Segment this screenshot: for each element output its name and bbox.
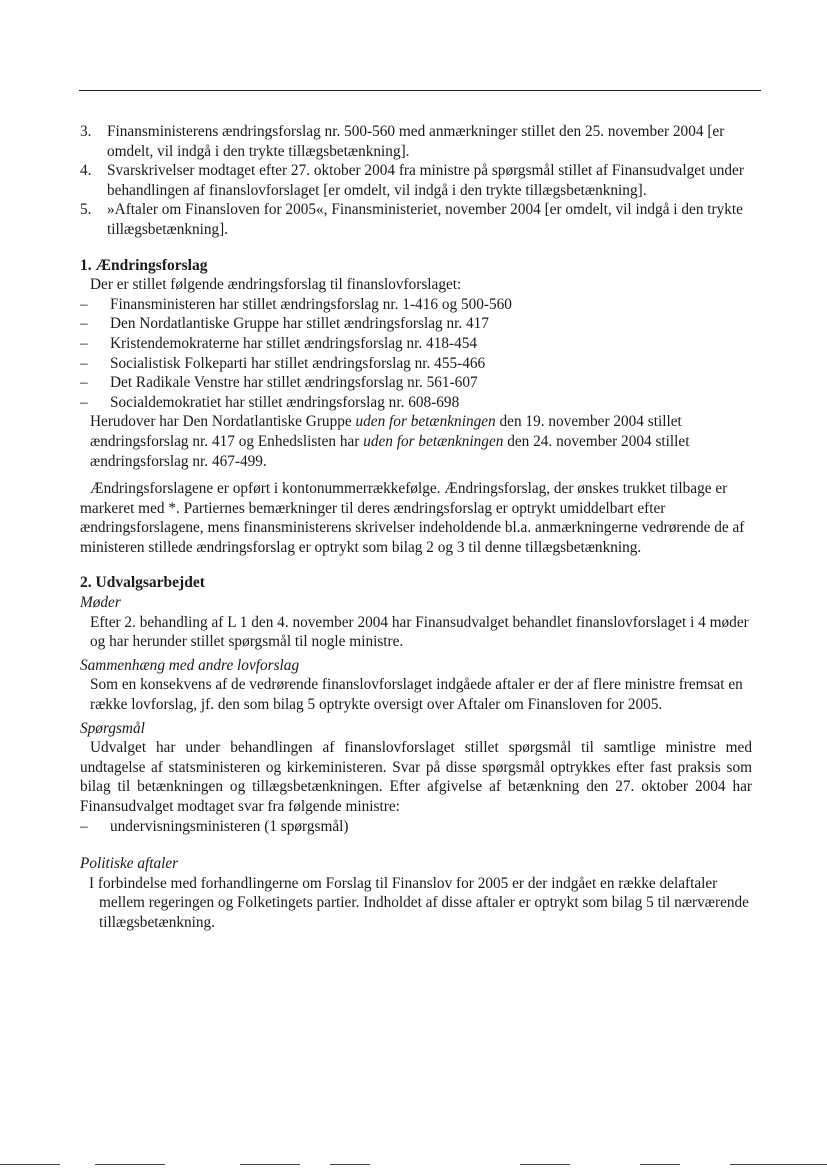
- moeder-paragraph: Efter 2. behandling af L 1 den 4. november 2004 har Finansudvalget behandlet finanslovforslaget i 4 møder og har herunder stillet spørgsmål til nogle ministre.: [90, 613, 749, 651]
- list-item: [80, 122, 752, 161]
- dash-marker: –: [80, 354, 88, 372]
- list-item-number: 4.: [80, 162, 92, 180]
- dash-marker: –: [80, 334, 88, 352]
- section-heading-udvalgsarbejdet: 2. Udvalgsarbejdet: [80, 574, 205, 592]
- document-page: [80, 122, 752, 933]
- list-item: [80, 354, 752, 374]
- list-item: [80, 200, 752, 239]
- section-intro: Der er stillet følgende ændringsforslag til finanslovforslaget:: [90, 276, 462, 294]
- list-item-text: Socialistisk Folkeparti har stillet ændringsforslag nr. 455-466: [110, 354, 486, 372]
- header-rule: [79, 90, 761, 91]
- list-item-text: »Aftaler om Finansloven for 2005«, Finansministeriet, november 2004 [er omdelt, vil indgå i den trykte tillægsbetænkning].: [107, 201, 743, 238]
- sammenhaeng-paragraph: Som en konsekvens af de vedrørende finanslovforslaget indgåede aftaler er der af flere ministre fremsat en række lovforslag, jf. den som bilag 5 optrykte oversigt over Aftaler om Finansloven for 2005.: [90, 676, 743, 714]
- text-run: den 24. november 2004 stillet ændringsforslag nr. 467-499.: [90, 432, 690, 470]
- subheading-sammenhaeng: Sammenhæng med andre lovforslag: [80, 656, 300, 674]
- list-item: [80, 161, 752, 200]
- spoergsmaal-paragraph: Udvalget har under behandlingen af finanslovforslaget stillet spørgsmål til samtlige ministre med undtagelse af statsministeren og kirkeministeren. Svar på disse spørgsmål optrykkes efter fast praksis som bilag til betænkningen og tillægsbetænkningen. Efter afgivelse af betænkning den 27. oktober 2004 har Finansudvalget modtaget svar fra følgende ministre:: [80, 739, 752, 815]
- emphasis: uden for betænkningen: [355, 413, 496, 431]
- scan-edge-artifact: [0, 1164, 827, 1167]
- list-item-text: undervisningsministeren (1 spørgsmål): [110, 817, 349, 835]
- section-heading-aendringsforslag: 1. Ændringsforslag: [80, 256, 208, 274]
- list-item-text: Svarskrivelser modtaget efter 27. oktober 2004 fra ministre på spørgsmål stillet af Finansudvalget under behandlingen af finanslovforslaget [er omdelt, vil indgå i den trykte tillægsbetænkning].: [107, 162, 744, 199]
- list-item-text: Det Radikale Venstre har stillet ændringsforslag nr. 561-607: [110, 374, 478, 392]
- list-item-number: 3.: [80, 123, 92, 140]
- list-item-text: Den Nordatlantiske Gruppe har stillet ændringsforslag nr. 417: [110, 315, 489, 333]
- list-item-text: Socialdemokratiet har stillet ændringsforslag nr. 608-698: [110, 393, 460, 411]
- amendments-note-paragraph: Ændringsforslagene er opført i kontonummerrækkefølge. Ændringsforslag, der ønskes trukket tilbage er markeret med *. Partiernes bemærkninger til deres ændringsforslag er optrykt umiddelbart efter ændringsforslagene, mens finansministerens skrivelser indeholdende bl.a. anmærkningerne vedrørende de af ministeren stillede ændringsforslag er optrykt som bilag 2 og 3 til denne tillægsbetænkning.: [80, 480, 745, 556]
- list-item: [80, 393, 752, 413]
- dash-marker: –: [80, 315, 88, 333]
- subheading-moeder: Møder: [80, 594, 121, 612]
- list-item: [80, 373, 752, 393]
- list-item-text: Kristendemokraterne har stillet ændringsforslag nr. 418-454: [110, 334, 478, 352]
- list-item: [80, 334, 752, 354]
- dash-marker: –: [80, 374, 88, 392]
- text-run: den 19. november 2004 stillet ændringsforslag nr. 417 og Enhedslisten har: [90, 413, 682, 450]
- politiske-aftaler-paragraph: I forbindelse med forhandlingerne om Forslag til Finanslov for 2005 er der indgået en række delaftaler mellem regeringen og Folketingets partier. Indholdet af disse aftaler er optrykt som bilag 5 til nærværende tillægsbetænkning.: [89, 874, 749, 931]
- dash-marker: –: [80, 295, 88, 313]
- subheading-politiske-aftaler: Politiske aftaler: [80, 855, 179, 873]
- amendment-list: [80, 295, 752, 413]
- emphasis: uden for betænkningen: [363, 432, 504, 450]
- dash-marker: –: [80, 817, 88, 835]
- list-item-number: 5.: [80, 201, 92, 219]
- text-run: Herudover har Den Nordatlantiske Gruppe: [90, 413, 356, 431]
- dash-marker: –: [80, 393, 88, 411]
- further-amendments-paragraph: [90, 412, 752, 471]
- ministers-list: [80, 817, 752, 837]
- numbered-list: [80, 122, 752, 240]
- subheading-spoergsmaal: Spørgsmål: [80, 719, 145, 737]
- list-item: [80, 314, 752, 334]
- list-item: [80, 295, 752, 315]
- list-item-text: Finansministeren har stillet ændringsforslag nr. 1-416 og 500-560: [110, 295, 512, 313]
- list-item: [80, 817, 752, 837]
- list-item-text: Finansministerens ændringsforslag nr. 500-560 med anmærkninger stillet den 25. november 2004 [er omdelt, vil indgå i den trykte tillægsbetænkning].: [107, 123, 725, 160]
